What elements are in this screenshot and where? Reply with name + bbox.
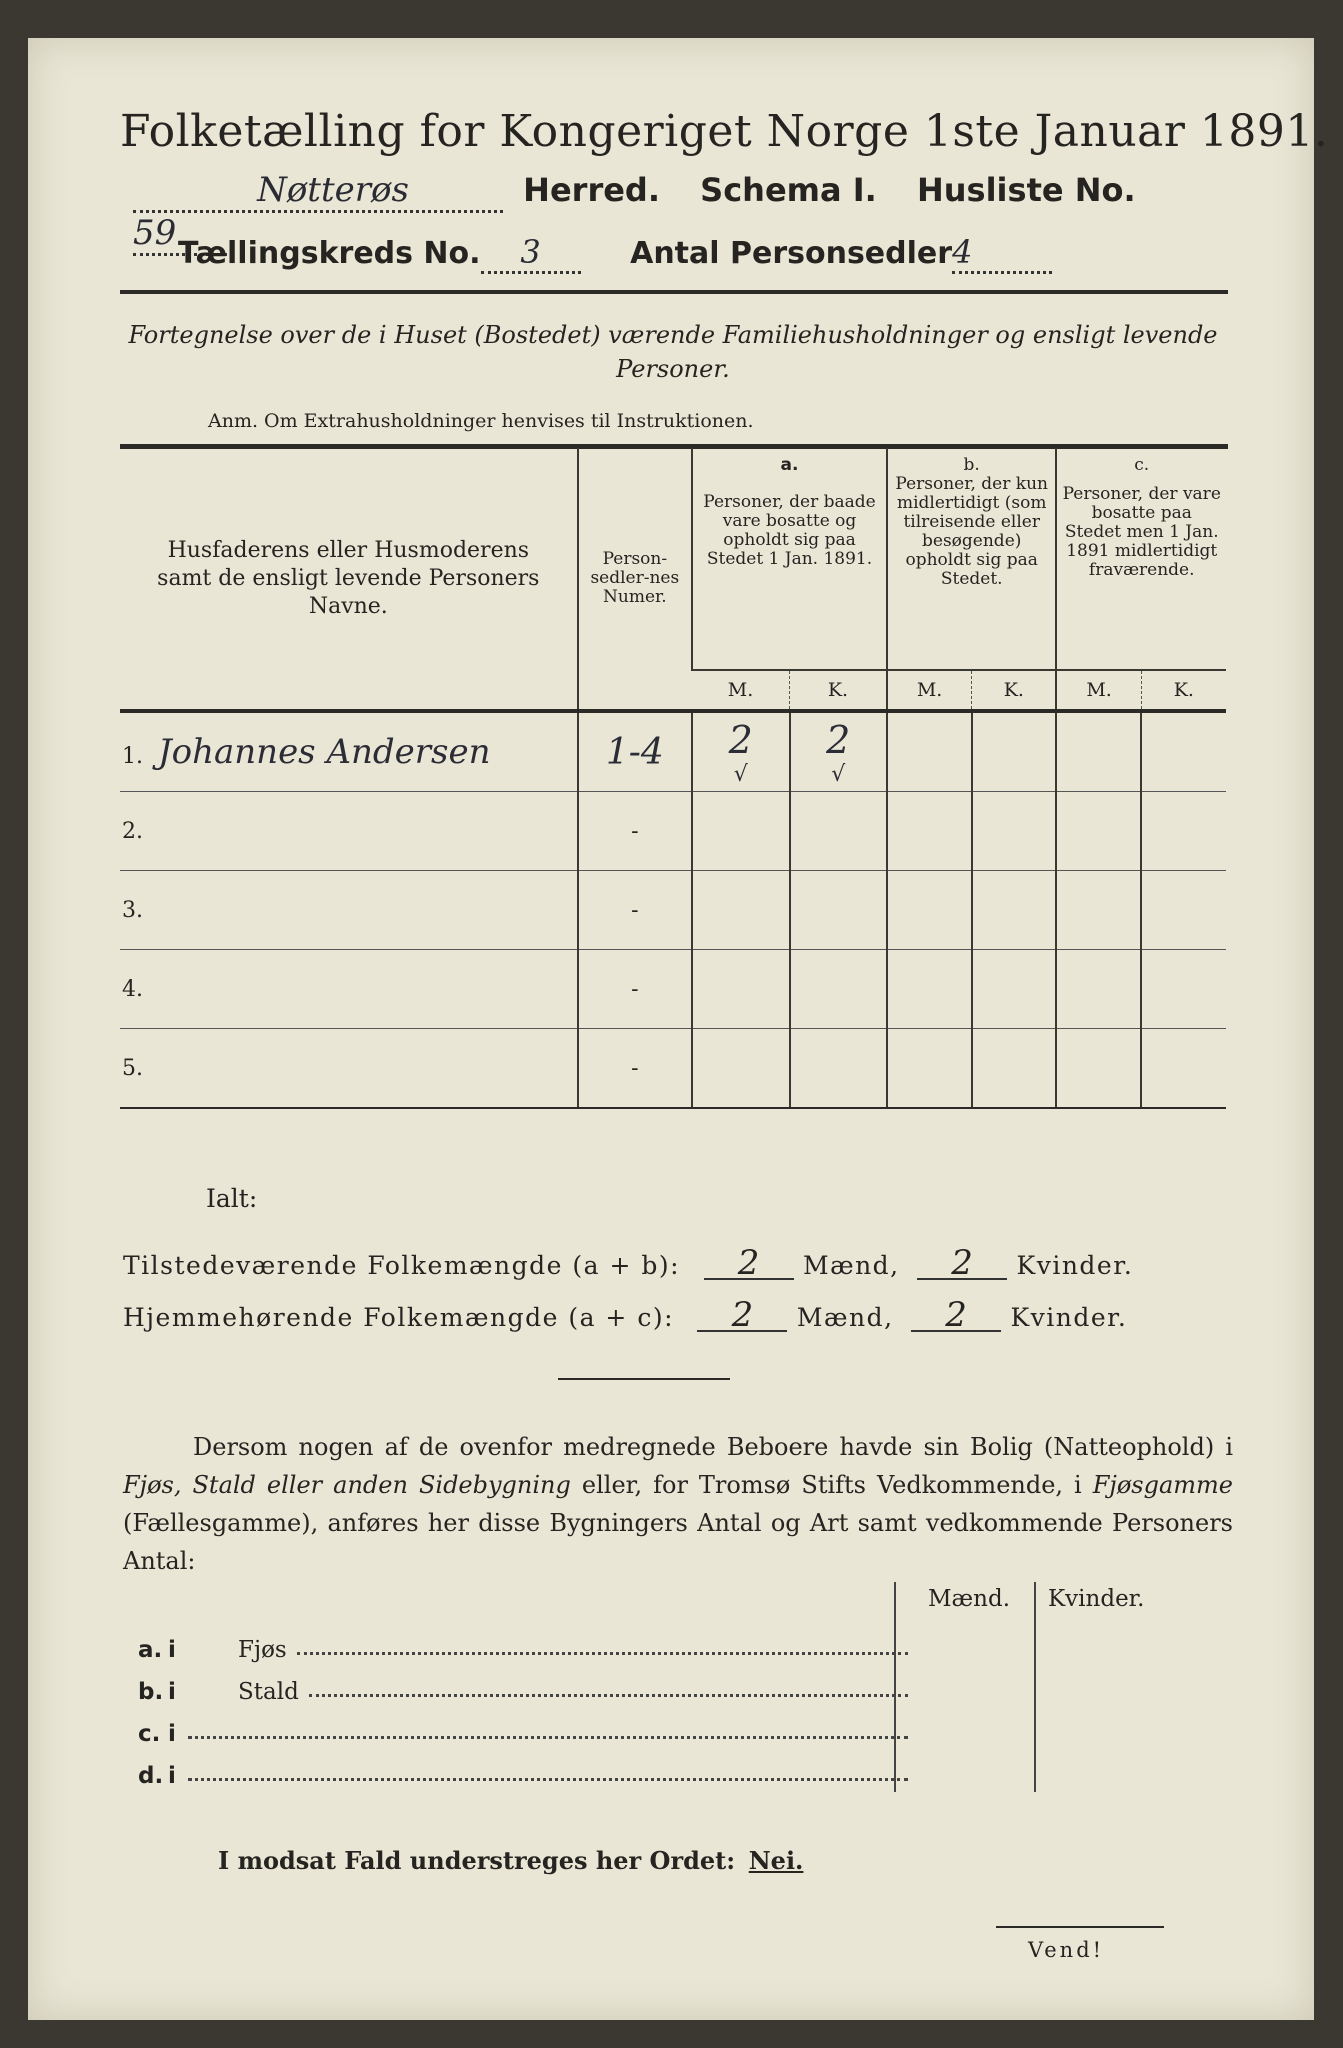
husliste-value: 59 (133, 213, 233, 256)
schema-label: Schema I. (700, 171, 877, 209)
table-row (120, 792, 1226, 871)
vend-label: Vend! (1028, 1938, 1105, 1962)
sub-divider-2 (1034, 1582, 1036, 1792)
header-rule (120, 290, 1228, 294)
name-cell[interactable]: 1. Johannes Andersen (120, 713, 578, 792)
sub-row-stald[interactable]: b. i Stald (138, 1665, 908, 1705)
maend-label: Mænd, (796, 1303, 894, 1332)
kreds-line (178, 233, 1218, 281)
a-k-cell[interactable] (790, 950, 887, 1029)
sub-row-d[interactable]: d. i (138, 1749, 908, 1789)
b-k-cell[interactable] (972, 871, 1057, 950)
c-k-cell[interactable] (1141, 1029, 1226, 1109)
sub-row-c[interactable]: c. i (138, 1707, 908, 1747)
tilstede-row (123, 1243, 1233, 1292)
a-m-cell[interactable] (692, 950, 789, 1029)
name-cell[interactable]: 2. (120, 792, 578, 871)
herred-label: Herred. (523, 171, 660, 209)
col-a-letter: a. (780, 455, 799, 475)
b-m-cell[interactable] (887, 792, 972, 871)
tilstede-label: Tilstedeværende Folkemængde (a + b): (123, 1251, 681, 1280)
hjemme-row (123, 1295, 1233, 1344)
a-m-cell[interactable] (692, 792, 789, 871)
b-m-cell[interactable] (887, 950, 972, 1029)
numer-cell[interactable]: - (578, 1029, 692, 1109)
tilstede-kvinder-value[interactable]: 2 (917, 1248, 1007, 1280)
b-k-cell[interactable] (972, 1029, 1057, 1109)
sub-kvinder-header: Kvinder. (1048, 1586, 1145, 1612)
nei-word[interactable]: Nei. (748, 1846, 804, 1875)
b-m-cell[interactable] (887, 1029, 972, 1109)
a-m-cell[interactable] (692, 871, 789, 950)
col-b-letter: b. (963, 455, 980, 475)
tilstede-maend-value[interactable]: 2 (704, 1248, 794, 1280)
name-value: Johannes Andersen (158, 732, 491, 772)
census-form-page (28, 38, 1329, 2020)
separator-rule (558, 1378, 730, 1380)
col-a-k: K. (790, 670, 887, 711)
col-a-text: Personer, der baade vare bosatte og opholdt sig paa Stedet 1 Jan. 1891. (703, 492, 876, 569)
antal-label: Antal Personsedler (630, 236, 953, 271)
kvinder-label: Kvinder. (1010, 1303, 1128, 1332)
herred-value: Nøtterøs (133, 170, 503, 213)
c-m-cell[interactable] (1056, 871, 1141, 950)
hjemme-label: Hjemmehørende Folkemængde (a + c): (123, 1303, 674, 1332)
a-k-cell[interactable] (790, 1029, 887, 1109)
herred-line (133, 170, 1213, 253)
hjemme-maend-value[interactable]: 2 (697, 1300, 787, 1332)
a-k-cell[interactable]: 2 √ (790, 713, 887, 792)
col-b-k: K. (972, 670, 1057, 711)
c-m-cell[interactable] (1056, 713, 1141, 792)
numer-cell[interactable]: - (578, 950, 692, 1029)
table-row (120, 871, 1226, 950)
col-c-text: Personer, der vare bosatte paa Stedet men 1 Jan. 1891 midlertidigt fraværende. (1062, 484, 1221, 580)
modsat-line: I modsat Fald understreges her Ordet: Nei. (218, 1846, 804, 1875)
col-header-numer: Person-sedler-nes Numer. (578, 448, 692, 711)
kreds-value: 3 (481, 233, 581, 274)
col-c-letter: c. (1134, 455, 1150, 475)
a-k-cell[interactable] (790, 871, 887, 950)
numer-cell[interactable]: - (578, 792, 692, 871)
c-m-cell[interactable] (1056, 1029, 1141, 1109)
household-table (120, 448, 1226, 1109)
a-k-cell[interactable] (790, 792, 887, 871)
name-cell[interactable]: 3. (120, 871, 578, 950)
kreds-label: Tællingskreds No. (178, 236, 481, 271)
name-cell[interactable]: 4. (120, 950, 578, 1029)
table-row (120, 1029, 1226, 1109)
b-k-cell[interactable] (972, 792, 1057, 871)
col-header-b (887, 448, 1057, 670)
c-k-cell[interactable] (1141, 950, 1226, 1029)
b-m-cell[interactable] (887, 871, 972, 950)
col-header-a (692, 448, 887, 670)
c-k-cell[interactable] (1141, 871, 1226, 950)
maend-label: Mænd, (802, 1251, 900, 1280)
col-c-m: M. (1056, 670, 1141, 711)
sub-maend-header: Mænd. (928, 1586, 1011, 1612)
numer-cell[interactable]: - (578, 871, 692, 950)
a-m-cell[interactable]: 2 √ (692, 713, 789, 792)
b-k-cell[interactable] (972, 950, 1057, 1029)
antal-value: 4 (952, 233, 1052, 274)
anm-note: Anm. Om Extrahusholdninger henvises til Instruktionen. (208, 410, 754, 432)
vend-rule (996, 1926, 1164, 1928)
col-header-c (1056, 448, 1226, 670)
table-row (120, 950, 1226, 1029)
col-b-m: M. (887, 670, 972, 711)
c-m-cell[interactable] (1056, 950, 1141, 1029)
hjemme-kvinder-value[interactable]: 2 (911, 1300, 1001, 1332)
numer-cell[interactable]: 1-4 (578, 713, 692, 792)
col-b-text: Personer, der kun midlertidigt (som tilreisende eller besøgende) opholdt sig paa Stedet. (895, 474, 1048, 589)
col-header-names: Husfaderens eller Husmoderens samt de ensligt levende Personers Navne. (157, 537, 540, 619)
col-c-k: K. (1141, 670, 1226, 711)
ialt-label: Ialt: (206, 1184, 258, 1213)
buildings-paragraph: Dersom nogen af de ovenfor medregnede Beboere havde sin Bolig (Natteophold) i Fjøs, Stald eller anden Sidebygning eller, for Tromsø Stifts Vedkommende, i Fjøsgamme (Fællesgamme), anføres her disse Bygningers Antal og Art samt vedkommende Personers Antal: (123, 1433, 1233, 1575)
form-title: Folketælling for Kongeriget Norge 1ste Januar 1891. (120, 106, 1329, 157)
name-cell[interactable]: 5. (120, 1029, 578, 1109)
intro-heading: Fortegnelse over de i Huset (Bostedet) værende Familiehusholdninger og ensligt levende Personer. (128, 321, 1218, 383)
sub-row-fjos[interactable]: a. i Fjøs (138, 1623, 908, 1663)
kvinder-label: Kvinder. (1016, 1251, 1134, 1280)
b-k-cell[interactable] (972, 713, 1057, 792)
col-a-m: M. (692, 670, 789, 711)
a-m-cell[interactable] (692, 1029, 789, 1109)
b-m-cell[interactable] (887, 713, 972, 792)
c-m-cell[interactable] (1056, 792, 1141, 871)
husliste-label: Husliste No. (916, 171, 1136, 209)
table-row (120, 713, 1226, 792)
c-k-cell[interactable] (1141, 792, 1226, 871)
c-k-cell[interactable] (1141, 713, 1226, 792)
